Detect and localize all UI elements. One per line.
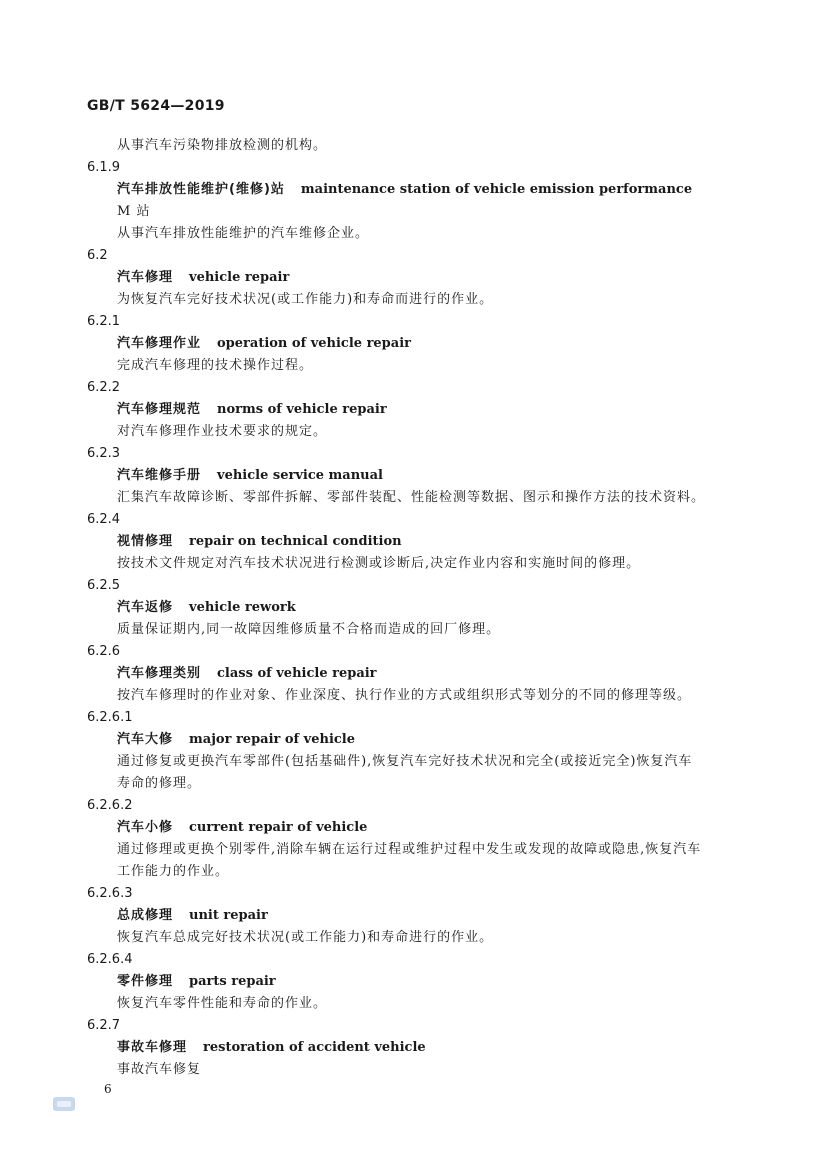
clause-number: 6.2.1 [87, 314, 121, 329]
clause-number: 6.2.6 [87, 644, 121, 659]
term-english: norms of vehicle repair [217, 402, 387, 417]
term-chinese: 汽车修理 [117, 270, 174, 285]
definition-text: 从事汽车污染物排放检测的机构。 [117, 138, 328, 153]
term-chinese: 汽车大修 [117, 732, 174, 747]
term-english: vehicle repair [189, 270, 290, 285]
clause-number: 6.2.5 [87, 578, 121, 593]
term-chinese: 总成修理 [117, 908, 174, 923]
term-english: major repair of vehicle [189, 732, 356, 747]
term-chinese: 汽车修理规范 [117, 402, 202, 417]
definition-text: 按汽车修理时的作业对象、作业深度、执行作业的方式或组织形式等划分的不同的修理等级。 [117, 688, 692, 703]
term-entry [87, 597, 747, 619]
term-english: unit repair [189, 908, 268, 923]
term-entry [87, 179, 747, 201]
clause-number: 6.2.4 [87, 512, 121, 527]
clause-number: 6.2.6.4 [87, 952, 133, 967]
clause-number: 6.2 [87, 248, 108, 263]
definition-text: 事故汽车修复 [117, 1062, 202, 1077]
term-english: vehicle service manual [217, 468, 383, 483]
definition-text: M 站 [117, 204, 151, 219]
term-entry [87, 663, 747, 685]
term-chinese: 汽车修理类别 [117, 666, 202, 681]
clause-number: 6.2.6.3 [87, 886, 133, 901]
term-chinese: 零件修理 [117, 974, 174, 989]
term-entry [87, 817, 747, 839]
term-english: vehicle rework [189, 600, 296, 615]
clause-number: 6.2.7 [87, 1018, 121, 1033]
term-english: restoration of accident vehicle [203, 1040, 426, 1055]
term-english: current repair of vehicle [189, 820, 368, 835]
clause-number: 6.2.3 [87, 446, 121, 461]
term-chinese: 事故车修理 [117, 1040, 188, 1055]
term-english: maintenance station of vehicle emission performance [300, 182, 693, 197]
term-entry [87, 465, 747, 487]
clause-number: 6.2.6.2 [87, 798, 133, 813]
term-chinese: 汽车排放性能维护(维修)站 [117, 182, 285, 197]
term-entry [87, 905, 747, 927]
term-entry [87, 729, 747, 751]
term-entry [87, 267, 747, 289]
page-number: 6 [104, 1082, 112, 1096]
definition-text: 寿命的修理。 [117, 776, 202, 791]
publisher-logo-icon [53, 1097, 75, 1111]
definition-text: 工作能力的作业。 [117, 864, 230, 879]
term-english: parts repair [189, 974, 276, 989]
definition-text: 对汽车修理作业技术要求的规定。 [117, 424, 328, 439]
clause-number: 6.2.6.1 [87, 710, 133, 725]
term-chinese: 汽车返修 [117, 600, 174, 615]
definition-text: 按技术文件规定对汽车技术状况进行检测或诊断后,决定作业内容和实施时间的修理。 [117, 556, 641, 571]
term-entry [87, 971, 747, 993]
clause-number: 6.1.9 [87, 160, 121, 175]
term-chinese: 视情修理 [117, 534, 174, 549]
clause-number: 6.2.2 [87, 380, 121, 395]
definition-text: 完成汽车修理的技术操作过程。 [117, 358, 314, 373]
definition-text: 通过修复或更换汽车零部件(包括基础件),恢复汽车完好技术状况和完全(或接近完全)恢复汽车 [117, 754, 693, 769]
term-entry [87, 1037, 747, 1059]
term-english: repair on technical condition [189, 534, 402, 549]
term-entry [87, 531, 747, 553]
definition-text: 汇集汽车故障诊断、零部件拆解、零部件装配、性能检测等数据、图示和操作方法的技术资料。 [117, 490, 706, 505]
standard-code-header: GB/T 5624—2019 [87, 98, 225, 114]
definition-text: 质量保证期内,同一故障因维修质量不合格而造成的回厂修理。 [117, 622, 501, 637]
definition-text: 通过修理或更换个别零件,消除车辆在运行过程或维护过程中发生或发现的故障或隐患,恢复汽车 [117, 842, 702, 857]
term-chinese: 汽车维修手册 [117, 468, 202, 483]
term-english: operation of vehicle repair [217, 336, 411, 351]
definition-text: 从事汽车排放性能维护的汽车维修企业。 [117, 226, 370, 241]
term-chinese: 汽车修理作业 [117, 336, 202, 351]
term-entry [87, 333, 747, 355]
definition-text: 恢复汽车零件性能和寿命的作业。 [117, 996, 328, 1011]
term-entry [87, 399, 747, 421]
document-body [87, 135, 747, 1081]
definition-text: 为恢复汽车完好技术状况(或工作能力)和寿命而进行的作业。 [117, 292, 494, 307]
term-chinese: 汽车小修 [117, 820, 174, 835]
definition-text: 恢复汽车总成完好技术状况(或工作能力)和寿命进行的作业。 [117, 930, 494, 945]
term-english: class of vehicle repair [217, 666, 377, 681]
